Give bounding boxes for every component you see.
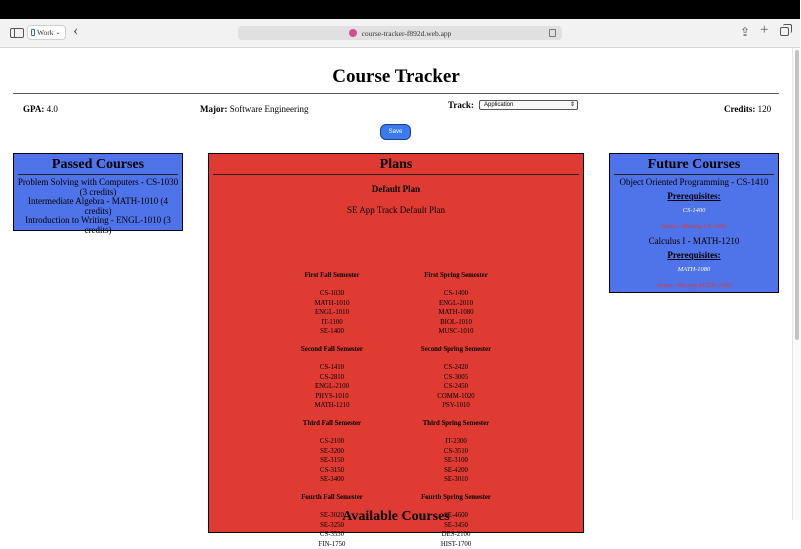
semester-course[interactable]: MATH-1010 [277, 299, 387, 309]
scrollbar-thumb[interactable] [795, 50, 799, 340]
back-arrow-icon[interactable]: ‹ [73, 23, 78, 39]
plan-description: SE App Track Default Plan [209, 205, 583, 215]
new-tab-icon[interactable]: + [760, 22, 768, 38]
semester-course[interactable]: SE-3400 [277, 475, 387, 485]
credits-value: 120 [758, 104, 772, 114]
page-content [0, 48, 792, 520]
plans-divider [213, 174, 579, 175]
semester-course[interactable]: SE-3450 [401, 521, 511, 531]
semester-second-fall [277, 346, 387, 411]
prerequisite-status: Status: Missing CS-1400 [610, 223, 778, 230]
semester-course[interactable]: SE-1400 [277, 327, 387, 337]
semester-first-spring [401, 272, 511, 337]
semester-course[interactable]: CS-3530 [277, 530, 387, 540]
semester-course[interactable]: PSY-1010 [401, 401, 511, 411]
credits-label: Credits: [724, 104, 755, 114]
semester-course[interactable]: SE-4200 [401, 466, 511, 476]
semester-course[interactable]: SE-3200 [277, 447, 387, 457]
track-label-wrap [448, 100, 474, 110]
plans-title: Plans [209, 157, 583, 173]
semester-course[interactable]: CS-3150 [277, 466, 387, 476]
prerequisite-item: MATH-1080 [610, 266, 778, 273]
semester-third-spring [401, 420, 511, 485]
gpa-value: 4.0 [47, 104, 58, 114]
semester-course[interactable]: CS-2100 [277, 437, 387, 447]
system-bar [0, 0, 800, 19]
track-selected-value: Application [484, 102, 513, 108]
semester-course[interactable]: COMM-1020 [401, 392, 511, 402]
page-scrollbar[interactable] [792, 48, 801, 520]
passed-courses-title: Passed Courses [14, 157, 182, 173]
semester-title: Fourth Fall Semester [277, 494, 387, 511]
prerequisites-heading: Prerequisites: [610, 250, 778, 260]
semester-course[interactable]: DES-2100 [401, 530, 511, 540]
reader-icon[interactable] [549, 29, 556, 37]
semester-course[interactable]: HIST-1700 [401, 540, 511, 549]
semester-course[interactable]: IT-1100 [277, 318, 387, 328]
semester-title: Second Spring Semester [401, 346, 511, 363]
plans-panel [208, 153, 584, 533]
semester-course[interactable]: SE-3100 [401, 456, 511, 466]
address-bar[interactable] [238, 26, 562, 40]
semester-course[interactable]: FIN-1750 [277, 540, 387, 549]
semester-course[interactable]: CS-1400 [401, 289, 511, 299]
semester-title: Fourth Spring Semester [401, 494, 511, 511]
credits-stat [724, 104, 771, 114]
semester-course[interactable]: MATH-1080 [401, 308, 511, 318]
semester-course[interactable]: CS-1030 [277, 289, 387, 299]
major-value: Software Engineering [230, 104, 309, 114]
semester-title: Third Spring Semester [401, 420, 511, 437]
passed-course-list [14, 178, 182, 235]
gpa-stat [23, 104, 58, 114]
gpa-label: GPA: [23, 104, 44, 114]
semester-course[interactable]: CS-1410 [277, 363, 387, 373]
share-icon[interactable]: ⇪ [740, 24, 750, 40]
track-select[interactable] [479, 100, 578, 110]
major-stat [200, 104, 308, 114]
future-divider [614, 174, 774, 175]
passed-divider [18, 174, 178, 175]
semester-title: First Fall Semester [277, 272, 387, 289]
semester-course[interactable]: SE-4600 [401, 511, 511, 521]
url-text: course-tracker-f892d.web.app [362, 29, 452, 38]
semester-title: First Spring Semester [401, 272, 511, 289]
semester-first-fall [277, 272, 387, 337]
semester-course[interactable]: ENGL-2100 [277, 382, 387, 392]
passed-course-item[interactable]: Introduction to Writing - ENGL-1010 (3 credits) [16, 216, 180, 235]
semester-course[interactable]: IT-2300 [401, 437, 511, 447]
title-divider [13, 93, 779, 94]
prerequisite-item: CS-1400 [610, 207, 778, 214]
passed-course-item[interactable]: Problem Solving with Computers - CS-1030 (3 credits) [16, 178, 180, 197]
available-courses-title: Available Courses [0, 509, 792, 525]
semester-second-spring [401, 346, 511, 411]
profile-icon [31, 29, 35, 36]
future-course-name[interactable]: Object Oriented Programming - CS-1410 [610, 177, 778, 187]
tab-overview-icon[interactable] [780, 27, 789, 36]
profile-switcher[interactable] [27, 25, 66, 40]
semester-course[interactable]: ENGL-1010 [277, 308, 387, 318]
passed-courses-panel [13, 153, 183, 231]
semester-course[interactable]: SE-3020 [277, 511, 387, 521]
sidebar-toggle-icon[interactable] [10, 28, 24, 38]
semester-course[interactable]: CS-3005 [401, 373, 511, 383]
major-label: Major: [200, 104, 227, 114]
chevron-down-icon: ⌄ [55, 29, 60, 36]
page-title: Course Tracker [0, 66, 792, 88]
semester-course[interactable]: PHYS-1010 [277, 392, 387, 402]
semester-third-fall [277, 420, 387, 485]
semester-course[interactable]: SE-3010 [401, 475, 511, 485]
semester-course[interactable]: BIOL-1010 [401, 318, 511, 328]
semester-course[interactable]: ENGL-2010 [401, 299, 511, 309]
semester-title: Third Fall Semester [277, 420, 387, 437]
semester-course[interactable]: SE-3250 [277, 521, 387, 531]
semester-course[interactable]: MUSC-1010 [401, 327, 511, 337]
prerequisite-status: Status: Missing MATH-1080 [610, 282, 778, 289]
track-label: Track: [448, 100, 474, 110]
semester-course[interactable]: CS-3510 [401, 447, 511, 457]
semester-course[interactable]: CS-2420 [401, 363, 511, 373]
site-favicon-icon [349, 29, 357, 37]
semester-title: Second Fall Semester [277, 346, 387, 363]
save-button[interactable]: Save [380, 124, 411, 140]
passed-course-item[interactable]: Intermediate Algebra - MATH-1010 (4 credits) [16, 197, 180, 216]
semester-course[interactable]: MATH-1210 [277, 401, 387, 411]
profile-label: Work [37, 28, 53, 37]
plan-name[interactable]: Default Plan [209, 184, 583, 194]
future-courses-panel [609, 153, 779, 293]
future-courses-title: Future Courses [610, 157, 778, 173]
semester-course[interactable]: CS-2450 [401, 382, 511, 392]
semester-course[interactable]: SE-3150 [277, 456, 387, 466]
future-course-name[interactable]: Calculus I - MATH-1210 [610, 236, 778, 246]
semester-course[interactable]: CS-2810 [277, 373, 387, 383]
prerequisites-heading: Prerequisites: [610, 191, 778, 201]
